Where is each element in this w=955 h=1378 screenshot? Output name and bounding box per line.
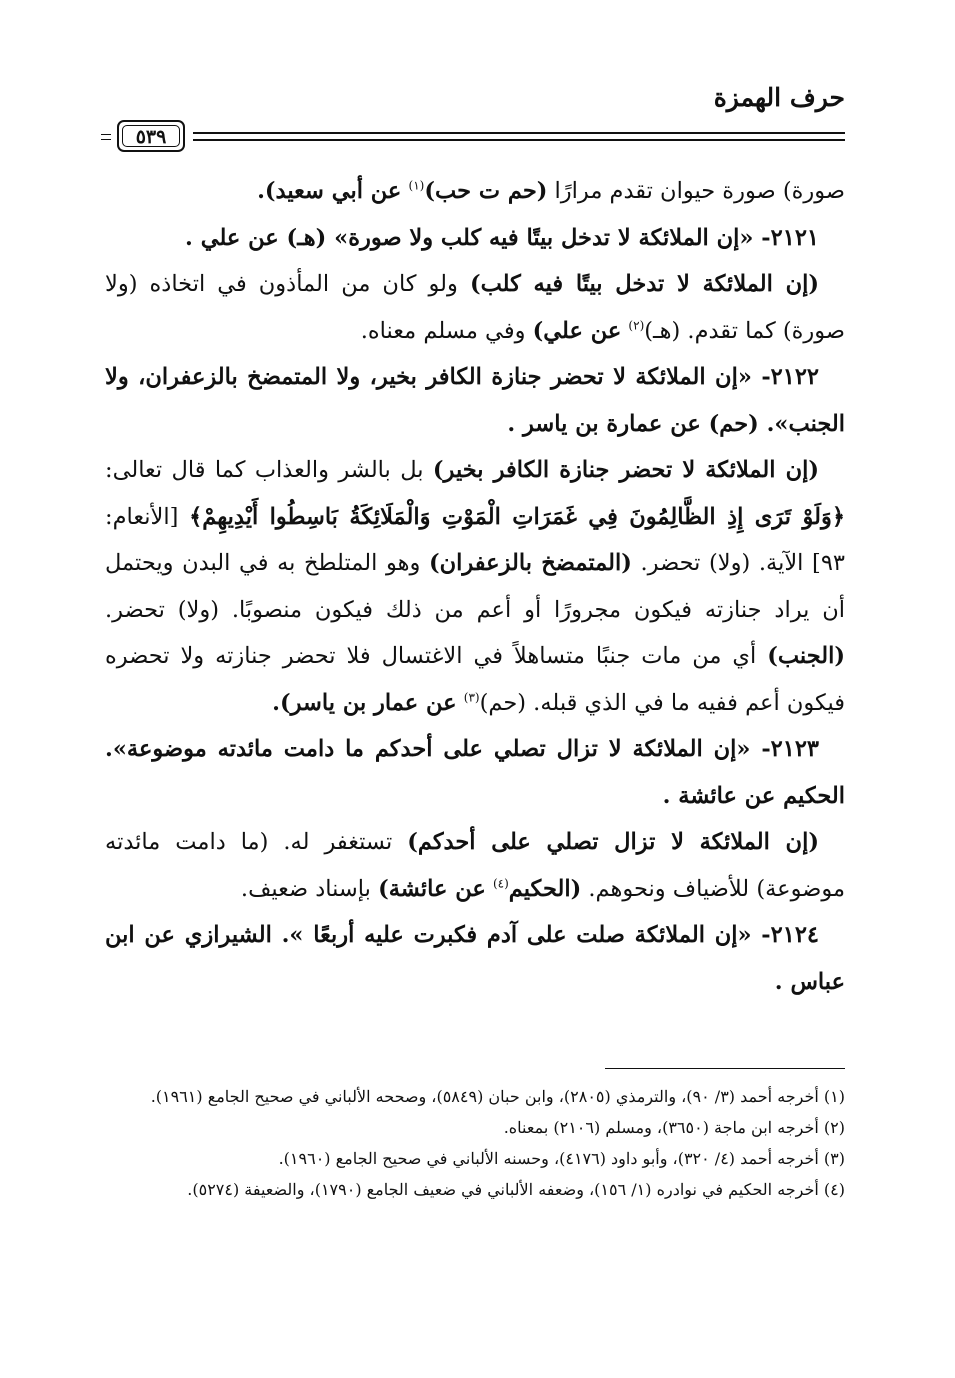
text-run: وفي مسلم معناه. (360, 317, 526, 344)
paragraph-continuation (105, 168, 845, 215)
quoted-text: (المتمضخ بالزعفران) (428, 550, 632, 576)
page (105, 80, 845, 1005)
text-run: أي من مات جنبًا متساهلاً في الاغتسال فلا تحضر جنازته ولا تحضره فيكون أعم ففيه ما في الذي قبله. (حم) (105, 643, 845, 716)
page-number-frame (117, 120, 185, 152)
narrator: عن عائشة) (378, 875, 486, 902)
text-run: ولو كان من المأذون في اتخاذه (ولا صورة) كما تقدم. (هـ) (105, 271, 845, 344)
quoted-text: (إن الملائكة لا تحضر جنازة الكافر بخير) (432, 457, 820, 483)
quoted-text: (الجنب) (767, 643, 845, 669)
footnote-2: (٢) أخرجه ابن ماجة (٣٦٥٠)، ومسلم (٢١٠٦) بمعناه. (503, 1118, 845, 1137)
quran-verse: ﴿وَلَوْ تَرَى إِذِ الظَّالِمُونَ فِي غَمَرَاتِ الْمَوْتِ وَالْمَلَائِكَةُ بَاسِطُوا أَيْدِيهِمْ﴾ (189, 503, 846, 530)
running-title: حرف الهمزة (713, 83, 845, 112)
quoted-text: (إن الملائكة لا تدخل بيتًا فيه كلب) (469, 271, 819, 297)
page-number: ٥٣٩ (122, 125, 180, 147)
text-run: للأضياف ونحوهم. (588, 875, 750, 902)
narrator: عن أبي سعيد). (257, 178, 402, 204)
text-run: [الأنعام: ٩٣] الآية. (ولا) تحضر. (105, 503, 845, 576)
text-run: بإسناد ضعيف. (240, 875, 371, 902)
main-text (105, 168, 845, 1005)
footnote-ref-3: (٣) (463, 690, 480, 704)
footnote-ref-1: (١) (408, 178, 425, 193)
source-code: (حم ت حب) (424, 178, 548, 204)
hadith-2124: ٢١٢٤- «إن الملائكة صلت على آدم فكبرت عليه أربعًا ». الشيرازي عن ابن عباس . (105, 922, 845, 995)
text-run: وهو المتلطخ به في البدن ويحتمل أن يراد جنازته فيكون مجرورًا أو أعم من ذلك فيكون منصوبًا. (ولا) تحضر. (105, 550, 845, 623)
footnote-ref-4: (٤) (492, 876, 509, 890)
narrator: عن علي) (532, 317, 622, 344)
header-rule (105, 120, 845, 160)
text-run: بل بالشر والعذاب كما قال تعالى: (105, 457, 424, 483)
commentary-2121 (105, 261, 845, 354)
double-rule (193, 132, 845, 141)
footnote-3: (٣) أخرجه أحمد (٤/ ٣٢٠)، وأبو داود (٤١٧٦)، وحسنه الألباني في صحيح الجامع (١٩٦٠). (278, 1149, 845, 1168)
text-run: تستغفر له. (ما دامت مائدته موضوعة) (105, 829, 845, 902)
footnotes (105, 1068, 845, 1205)
narrator: عن عمار بن ياسر). (272, 689, 457, 716)
hadith-2123: ٢١٢٣- «إن الملائكة لا تزال تصلي على أحدكم ما دامت مائدته موضوعة». الحكيم عن عائشة . (105, 736, 845, 809)
footnote-ref-2: (٢) (628, 318, 645, 332)
footnote-4: (٤) أخرجه الحكيم في نوادره (١/ ١٥٦)، وضعفه الألباني في ضعيف الجامع (١٧٩٠)، والضعيفة (٥٢٧٤). (187, 1180, 845, 1199)
source-name: (الحكيم (508, 875, 582, 902)
text-run: صورة) صورة حيوان تقدم مرارًا (554, 178, 845, 204)
footnote-rule (605, 1068, 845, 1069)
quoted-text: (إن الملائكة لا تزال تصلي على أحدكم) (407, 829, 819, 855)
footnote-1: (١) أخرجه أحمد (٣/ ٩٠)، والترمذي (٢٨٠٥)، وابن حبان (٥٨٤٩)، وصححه الألباني في صحيح الجامع (١٩٦١). (150, 1087, 845, 1106)
hadith-2121: ٢١٢١- «إن الملائكة لا تدخل بيتًا فيه كلب ولا صورة» (هـ) عن علي . (185, 224, 819, 251)
commentary-2122 (105, 447, 845, 726)
commentary-2123 (105, 819, 845, 912)
rule-tick (101, 134, 111, 140)
hadith-2122: ٢١٢٢- «إن الملائكة لا تحضر جنازة الكافر بخير، ولا المتمضخ بالزعفران، ولا الجنب». (حم) عن عمارة بن ياسر . (105, 364, 845, 437)
footnote-list (105, 1081, 845, 1205)
